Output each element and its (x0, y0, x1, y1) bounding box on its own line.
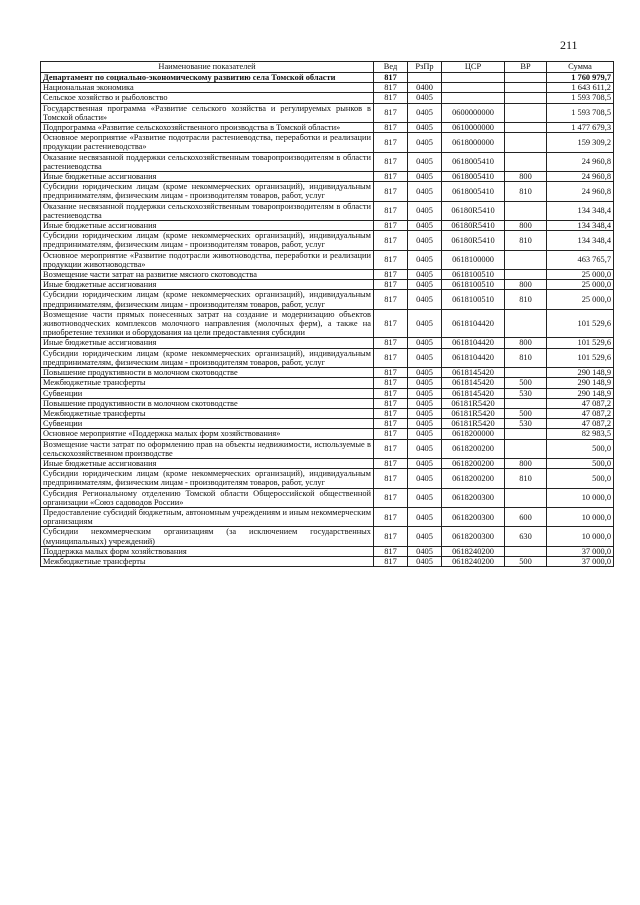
cell-csr: 0610000000 (442, 123, 505, 133)
cell-sum: 134 348,4 (547, 231, 614, 250)
cell-sum: 1 593 708,5 (547, 103, 614, 122)
cell-vr (505, 270, 547, 280)
cell-name: Иные бюджетные ассигнования (41, 338, 374, 348)
cell-vr (505, 488, 547, 507)
cell-ved: 817 (374, 309, 408, 338)
cell-vr: 800 (505, 280, 547, 290)
cell-csr: 0618000000 (442, 133, 505, 152)
cell-csr: 0600000000 (442, 103, 505, 122)
cell-sum: 1 643 611,2 (547, 83, 614, 93)
column-header-sum: Сумма (547, 62, 614, 73)
cell-csr: 0618104420 (442, 348, 505, 367)
cell-name: Межбюджетные трансферты (41, 378, 374, 388)
cell-vr: 530 (505, 388, 547, 398)
cell-rzpr: 0405 (408, 439, 442, 458)
cell-rzpr: 0405 (408, 152, 442, 171)
cell-csr (442, 93, 505, 103)
table-row (41, 103, 614, 122)
cell-name: Субсидия Региональному отделению Томской области Общероссийской общественной организации «Союз садоводов России» (41, 488, 374, 507)
cell-name: Субсидии юридическим лицам (кроме некоммерческих организаций), индивидуальным предпринимателям, физическим лицам - производителям товаров, работ, услуг (41, 182, 374, 201)
cell-sum: 101 529,6 (547, 338, 614, 348)
table-row (41, 93, 614, 103)
cell-vr: 500 (505, 556, 547, 566)
cell-vr (505, 398, 547, 408)
cell-name: Подпрограмма «Развитие сельскохозяйственного производства в Томской области» (41, 123, 374, 133)
cell-name: Оказание несвязанной поддержки сельскохозяйственным товаропроизводителям в области растениеводства (41, 152, 374, 171)
cell-sum: 101 529,6 (547, 348, 614, 367)
table-row (41, 546, 614, 556)
cell-ved: 817 (374, 182, 408, 201)
cell-sum: 37 000,0 (547, 556, 614, 566)
cell-ved: 817 (374, 556, 408, 566)
cell-sum: 47 087,2 (547, 408, 614, 418)
cell-sum: 159 309,2 (547, 133, 614, 152)
cell-name: Субвенции (41, 388, 374, 398)
table-row (41, 458, 614, 468)
cell-csr: 0618200200 (442, 469, 505, 488)
table-row (41, 408, 614, 418)
cell-rzpr: 0405 (408, 527, 442, 546)
cell-name: Субсидии юридическим лицам (кроме некоммерческих организаций), индивидуальным предпринимателям, физическим лицам - производителям товаров, работ, услуг (41, 348, 374, 367)
cell-csr: 06181R5420 (442, 398, 505, 408)
cell-csr: 0618100510 (442, 280, 505, 290)
cell-ved: 817 (374, 250, 408, 269)
table-row (41, 182, 614, 201)
cell-sum: 82 983,5 (547, 429, 614, 439)
cell-vr (505, 309, 547, 338)
table-row (41, 270, 614, 280)
cell-csr: 0618200200 (442, 439, 505, 458)
cell-vr: 800 (505, 338, 547, 348)
cell-ved: 817 (374, 507, 408, 526)
cell-csr: 06181R5420 (442, 408, 505, 418)
table-row (41, 469, 614, 488)
cell-ved: 817 (374, 83, 408, 93)
cell-name: Национальная экономика (41, 83, 374, 93)
cell-ved: 817 (374, 290, 408, 309)
cell-name: Межбюджетные трансферты (41, 408, 374, 418)
cell-rzpr: 0405 (408, 546, 442, 556)
cell-name: Департамент по социально-экономическому развитию села Томской области (41, 73, 374, 83)
cell-rzpr: 0405 (408, 507, 442, 526)
cell-rzpr: 0405 (408, 429, 442, 439)
cell-vr: 810 (505, 290, 547, 309)
column-header-ved: Вед (374, 62, 408, 73)
cell-rzpr: 0405 (408, 309, 442, 338)
cell-sum: 1 593 708,5 (547, 93, 614, 103)
cell-sum: 500,0 (547, 439, 614, 458)
table-row (41, 429, 614, 439)
table-row (41, 250, 614, 269)
cell-ved: 817 (374, 419, 408, 429)
cell-sum: 24 960,8 (547, 172, 614, 182)
table-header-row (41, 62, 614, 73)
cell-ved: 817 (374, 388, 408, 398)
cell-ved: 817 (374, 231, 408, 250)
cell-ved: 817 (374, 378, 408, 388)
cell-name: Основное мероприятие «Поддержка малых форм хозяйствования» (41, 429, 374, 439)
cell-vr (505, 103, 547, 122)
cell-vr (505, 133, 547, 152)
table-row (41, 309, 614, 338)
table-row (41, 123, 614, 133)
cell-ved: 817 (374, 123, 408, 133)
cell-ved: 817 (374, 488, 408, 507)
cell-ved: 817 (374, 368, 408, 378)
cell-vr (505, 152, 547, 171)
budget-table (40, 61, 614, 567)
cell-vr (505, 201, 547, 220)
cell-vr (505, 368, 547, 378)
cell-name: Повышение продуктивности в молочном скотоводстве (41, 398, 374, 408)
cell-rzpr: 0405 (408, 398, 442, 408)
cell-name: Повышение продуктивности в молочном скотоводстве (41, 368, 374, 378)
cell-csr: 06181R5420 (442, 419, 505, 429)
cell-name: Иные бюджетные ассигнования (41, 221, 374, 231)
cell-name: Субвенции (41, 419, 374, 429)
table-row (41, 152, 614, 171)
table-row (41, 419, 614, 429)
cell-rzpr: 0405 (408, 368, 442, 378)
cell-csr: 0618200300 (442, 527, 505, 546)
cell-vr: 810 (505, 348, 547, 367)
cell-sum: 37 000,0 (547, 546, 614, 556)
cell-csr: 0618005410 (442, 152, 505, 171)
cell-csr: 0618200300 (442, 488, 505, 507)
cell-ved: 817 (374, 93, 408, 103)
cell-vr: 800 (505, 172, 547, 182)
cell-rzpr: 0405 (408, 408, 442, 418)
cell-ved: 817 (374, 133, 408, 152)
cell-ved: 817 (374, 439, 408, 458)
cell-ved: 817 (374, 408, 408, 418)
cell-ved: 817 (374, 348, 408, 367)
column-header-csr: ЦСР (442, 62, 505, 73)
cell-sum: 47 087,2 (547, 419, 614, 429)
table-row (41, 488, 614, 507)
cell-csr (442, 73, 505, 83)
cell-ved: 817 (374, 221, 408, 231)
cell-rzpr: 0405 (408, 458, 442, 468)
cell-csr: 06180R5410 (442, 231, 505, 250)
cell-csr: 0618240200 (442, 546, 505, 556)
cell-sum: 24 960,8 (547, 182, 614, 201)
cell-ved: 817 (374, 527, 408, 546)
cell-ved: 817 (374, 458, 408, 468)
cell-sum: 101 529,6 (547, 309, 614, 338)
cell-vr: 810 (505, 182, 547, 201)
cell-ved: 817 (374, 201, 408, 220)
cell-vr: 810 (505, 469, 547, 488)
table-row (41, 439, 614, 458)
cell-vr: 800 (505, 221, 547, 231)
cell-name: Субсидии юридическим лицам (кроме некоммерческих организаций), индивидуальным предпринимателям, физическим лицам - производителям товаров, работ, услуг (41, 290, 374, 309)
cell-rzpr: 0405 (408, 201, 442, 220)
cell-csr: 0618100510 (442, 290, 505, 309)
cell-rzpr: 0405 (408, 93, 442, 103)
cell-vr (505, 83, 547, 93)
cell-rzpr: 0405 (408, 250, 442, 269)
cell-vr (505, 123, 547, 133)
cell-vr: 630 (505, 527, 547, 546)
cell-vr: 530 (505, 419, 547, 429)
cell-sum: 24 960,8 (547, 152, 614, 171)
cell-csr: 06180R5410 (442, 221, 505, 231)
cell-csr: 0618145420 (442, 368, 505, 378)
cell-vr (505, 439, 547, 458)
cell-vr (505, 73, 547, 83)
cell-csr: 0618100000 (442, 250, 505, 269)
cell-sum: 500,0 (547, 469, 614, 488)
table-row (41, 368, 614, 378)
cell-csr: 0618005410 (442, 172, 505, 182)
cell-csr: 0618100510 (442, 270, 505, 280)
cell-rzpr: 0405 (408, 338, 442, 348)
cell-ved: 817 (374, 338, 408, 348)
cell-sum: 463 765,7 (547, 250, 614, 269)
cell-name: Возмещение части затрат по оформлению прав на объекты недвижимости, используемые в сельскохозяйственном производстве (41, 439, 374, 458)
cell-rzpr: 0405 (408, 280, 442, 290)
column-header-rzpr: РзПр (408, 62, 442, 73)
cell-name: Предоставление субсидий бюджетным, автономным учреждениям и иным некоммерческим организациям (41, 507, 374, 526)
cell-sum: 47 087,2 (547, 398, 614, 408)
table-row (41, 388, 614, 398)
cell-sum: 1 477 679,3 (547, 123, 614, 133)
cell-vr (505, 546, 547, 556)
cell-ved: 817 (374, 103, 408, 122)
cell-rzpr: 0405 (408, 378, 442, 388)
page-number: 211 (560, 38, 578, 52)
table-row (41, 172, 614, 182)
cell-rzpr: 0405 (408, 488, 442, 507)
cell-sum: 134 348,4 (547, 201, 614, 220)
cell-rzpr: 0405 (408, 348, 442, 367)
cell-csr: 0618005410 (442, 182, 505, 201)
cell-rzpr: 0405 (408, 290, 442, 309)
cell-vr: 500 (505, 378, 547, 388)
table-row (41, 133, 614, 152)
table-row (41, 378, 614, 388)
cell-name: Государственная программа «Развитие сельского хозяйства и регулируемых рынков в Томской области» (41, 103, 374, 122)
table-row (41, 221, 614, 231)
table-row (41, 338, 614, 348)
cell-name: Иные бюджетные ассигнования (41, 458, 374, 468)
cell-ved: 817 (374, 469, 408, 488)
cell-ved: 817 (374, 398, 408, 408)
cell-ved: 817 (374, 546, 408, 556)
cell-vr: 600 (505, 507, 547, 526)
cell-name: Возмещение части затрат на развитие мясного скотоводства (41, 270, 374, 280)
cell-csr: 0618104420 (442, 338, 505, 348)
cell-name: Иные бюджетные ассигнования (41, 280, 374, 290)
cell-name: Субсидии юридическим лицам (кроме некоммерческих организаций), индивидуальным предпринимателям, физическим лицам - производителям товаров, работ, услуг (41, 469, 374, 488)
cell-name: Иные бюджетные ассигнования (41, 172, 374, 182)
cell-rzpr (408, 73, 442, 83)
cell-csr: 0618200300 (442, 507, 505, 526)
column-header-vr: ВР (505, 62, 547, 73)
cell-ved: 817 (374, 429, 408, 439)
cell-rzpr: 0405 (408, 133, 442, 152)
cell-name: Оказание несвязанной поддержки сельскохозяйственным товаропроизводителям в области растениеводства (41, 201, 374, 220)
cell-csr: 0618200000 (442, 429, 505, 439)
cell-csr: 06180R5410 (442, 201, 505, 220)
cell-rzpr: 0405 (408, 556, 442, 566)
table-row (41, 398, 614, 408)
cell-rzpr: 0405 (408, 221, 442, 231)
table-row (41, 73, 614, 83)
cell-vr (505, 429, 547, 439)
cell-csr (442, 83, 505, 93)
cell-sum: 25 000,0 (547, 290, 614, 309)
cell-sum: 290 148,9 (547, 368, 614, 378)
cell-name: Основное мероприятие «Развитие подотрасли животноводства, переработки и реализации продукции животноводства» (41, 250, 374, 269)
table-row (41, 231, 614, 250)
cell-name: Поддержка малых форм хозяйствования (41, 546, 374, 556)
cell-ved: 817 (374, 172, 408, 182)
cell-rzpr: 0405 (408, 469, 442, 488)
cell-rzpr: 0405 (408, 388, 442, 398)
cell-rzpr: 0405 (408, 103, 442, 122)
table-row (41, 527, 614, 546)
cell-name: Возмещение части прямых понесенных затрат на создание и модернизацию объектов животноводческих комплексов молочного направления (молочных ферм), а также на приобретение техники и оборудования на цели предоставления субсидии (41, 309, 374, 338)
cell-name: Субсидии юридическим лицам (кроме некоммерческих организаций), индивидуальным предпринимателям, физическим лицам - производителям товаров, работ, услуг (41, 231, 374, 250)
cell-csr: 0618104420 (442, 309, 505, 338)
cell-rzpr: 0405 (408, 270, 442, 280)
cell-name: Субсидии некоммерческим организациям (за исключением государственных (муниципальных) учреждений) (41, 527, 374, 546)
cell-vr: 810 (505, 231, 547, 250)
cell-ved: 817 (374, 152, 408, 171)
cell-csr: 0618200200 (442, 458, 505, 468)
cell-ved: 817 (374, 280, 408, 290)
cell-name: Межбюджетные трансферты (41, 556, 374, 566)
cell-ved: 817 (374, 270, 408, 280)
cell-sum: 10 000,0 (547, 488, 614, 507)
cell-vr: 500 (505, 408, 547, 418)
cell-sum: 134 348,4 (547, 221, 614, 231)
cell-sum: 290 148,9 (547, 378, 614, 388)
table-row (41, 280, 614, 290)
cell-vr: 800 (505, 458, 547, 468)
cell-sum: 25 000,0 (547, 280, 614, 290)
cell-sum: 10 000,0 (547, 527, 614, 546)
cell-name: Сельское хозяйство и рыболовство (41, 93, 374, 103)
table-row (41, 507, 614, 526)
cell-vr (505, 250, 547, 269)
cell-rzpr: 0400 (408, 83, 442, 93)
cell-sum: 10 000,0 (547, 507, 614, 526)
cell-name: Основное мероприятие «Развитие подотрасли растениеводства, переработки и реализации продукции растениеводства» (41, 133, 374, 152)
cell-csr: 0618145420 (442, 388, 505, 398)
column-header-name: Наименование показателей (41, 62, 374, 73)
cell-rzpr: 0405 (408, 419, 442, 429)
cell-csr: 0618145420 (442, 378, 505, 388)
table-row (41, 201, 614, 220)
cell-rzpr: 0405 (408, 172, 442, 182)
cell-sum: 500,0 (547, 458, 614, 468)
cell-csr: 0618240200 (442, 556, 505, 566)
cell-rzpr: 0405 (408, 231, 442, 250)
cell-vr (505, 93, 547, 103)
cell-sum: 1 760 979,7 (547, 73, 614, 83)
table-row (41, 83, 614, 93)
cell-rzpr: 0405 (408, 123, 442, 133)
cell-sum: 290 148,9 (547, 388, 614, 398)
cell-ved: 817 (374, 73, 408, 83)
table-row (41, 348, 614, 367)
cell-rzpr: 0405 (408, 182, 442, 201)
cell-sum: 25 000,0 (547, 270, 614, 280)
table-row (41, 556, 614, 566)
table-row (41, 290, 614, 309)
